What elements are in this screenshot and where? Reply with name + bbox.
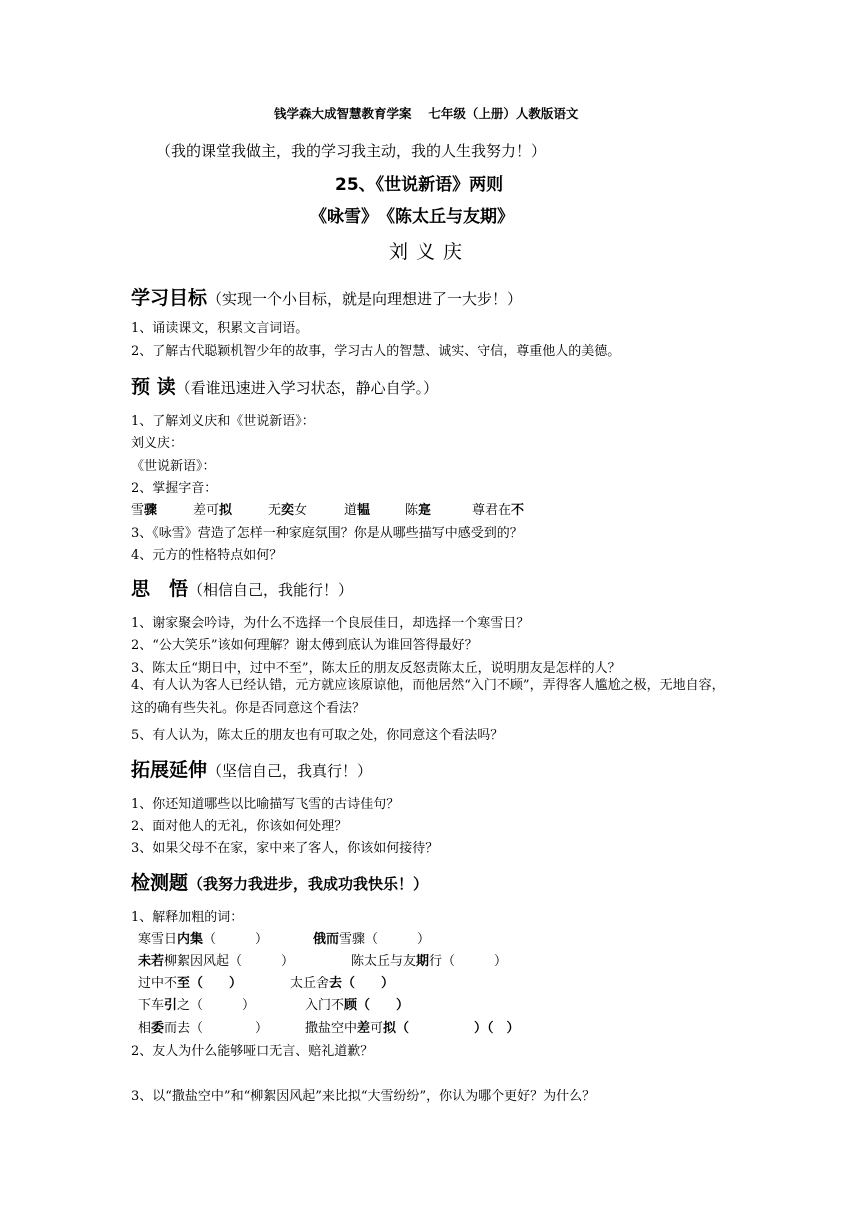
preview-item: 1、了解刘义庆和《世说新语》： [131, 414, 315, 429]
pinyin-char: 差可拟 [193, 503, 233, 518]
goal-item: 1、诵读课文，积累文言词语。 [131, 321, 309, 336]
motto: （我的课堂我做主，我的学习我主动，我的人生我努力！） [156, 142, 547, 160]
section-test-heading [131, 868, 428, 895]
extend-item: 3、如果父母不在家，家中来了客人，你该如何接待？ [131, 841, 439, 856]
preview-item: 刘义庆： [131, 436, 184, 451]
lesson-title: 25、《世说新语》两则 [335, 175, 504, 195]
goal-item: 2、了解古代聪颖机智少年的故事，学习古人的智慧、诚实、守信，尊重他人的美德。 [131, 344, 621, 359]
test-question: 2、友人为什么能够哑口无言、赔礼道歉？ [131, 1044, 374, 1059]
section-extend-title: 拓展延伸 [131, 759, 208, 781]
section-test-sub: （我努力我进步，我成功我快乐！） [188, 875, 429, 893]
test-question: 3、以“撒盐空中”和“柳絮因风起”来比拟“大雪纷纷”，你认为哪个更好？为什么？ [131, 1089, 596, 1104]
preview-item: 2、掌握字音： [131, 481, 218, 496]
preview-item: 《世说新语》： [131, 459, 216, 474]
extend-item: 2、面对他人的无礼，你该如何处理？ [131, 819, 348, 834]
section-extend-sub: （坚信自己，我真行！） [207, 762, 373, 780]
section-think-sub: （相信自己，我能行！） [188, 581, 354, 599]
vocab-item: 撒盐空中差可拟（ ）（ ） [305, 1021, 520, 1036]
author-name: 刘义庆 [389, 241, 471, 263]
pinyin-char: 陈寔 [405, 503, 432, 518]
pinyin-char: 尊君在不 [472, 503, 525, 518]
vocab-item: 寒雪日内集（ ） [138, 932, 269, 947]
think-item: 2、“公大笑乐”该如何理解？谢太傅到底认为谁回答得最好？ [131, 638, 478, 653]
sub-title: 《咏雪》 《陈太丘与友期》 [310, 207, 514, 227]
section-preview-sub: （看谁迅速进入学习状态，静心自学。） [175, 379, 439, 397]
section-extend-heading [131, 755, 372, 782]
vocab-item: 陈太丘与友期行（ ） [351, 954, 508, 969]
vocab-item: 下车引之（ ） [138, 998, 256, 1013]
pinyin-char: 雪骤 [131, 503, 158, 518]
extend-item: 1、你还知道哪些以比喻描写飞雪的古诗佳句？ [131, 797, 400, 812]
think-item: 1、谢家聚会吟诗，为什么不选择一个良辰佳日，却选择一个寒雪日？ [131, 616, 530, 631]
think-item: 3、陈太丘“期日中，过中不至”，陈太丘的朋友反怒责陈太丘，说明朋友是怎样的人？ [131, 661, 621, 676]
think-item: 4、有人认为客人已经认错，元方就应该原谅他，而他居然“入门不顾”，弄得客人尴尬之极，无地自容，这的确有些失礼。你是否同意这个看法？ [131, 678, 725, 716]
section-think-title: 思 悟 [131, 578, 189, 600]
vocab-item: 俄而雪骤（ ） [313, 932, 431, 947]
pinyin-char: 无奕女 [268, 503, 308, 518]
page-header: 钱学森大成智慧教育学案 七年级（上册）人教版语文 [274, 106, 579, 121]
vocab-item: 入门不顾（ ） [305, 998, 410, 1013]
section-preview-title: 预 读 [131, 376, 176, 398]
section-preview-heading [131, 372, 438, 399]
pinyin-char: 道韫 [344, 503, 371, 518]
preview-item: 3、《咏雪》营造了怎样一种家庭氛围？你是从哪些描写中感受到的？ [131, 526, 523, 541]
vocab-item: 过中不至（ ） [138, 976, 243, 991]
vocab-item: 未若柳絮因风起（ ） [138, 954, 295, 969]
vocab-item: 相委而去（ ） [138, 1021, 269, 1036]
test-question: 1、解释加粗的词： [131, 910, 244, 925]
section-goals-title: 学习目标 [131, 287, 208, 309]
section-goals-sub: （实现一个小目标，就是向理想进了一大步！） [207, 290, 523, 308]
think-item: 5、有人认为，陈太丘的朋友也有可取之处，你同意这个看法吗？ [131, 728, 504, 743]
section-goals-heading [131, 283, 522, 310]
section-think-heading [131, 574, 353, 601]
vocab-item: 太丘舍去（ ） [290, 976, 395, 991]
preview-item: 4、元方的性格特点如何？ [131, 548, 283, 563]
section-test-title: 检测题 [131, 872, 189, 894]
